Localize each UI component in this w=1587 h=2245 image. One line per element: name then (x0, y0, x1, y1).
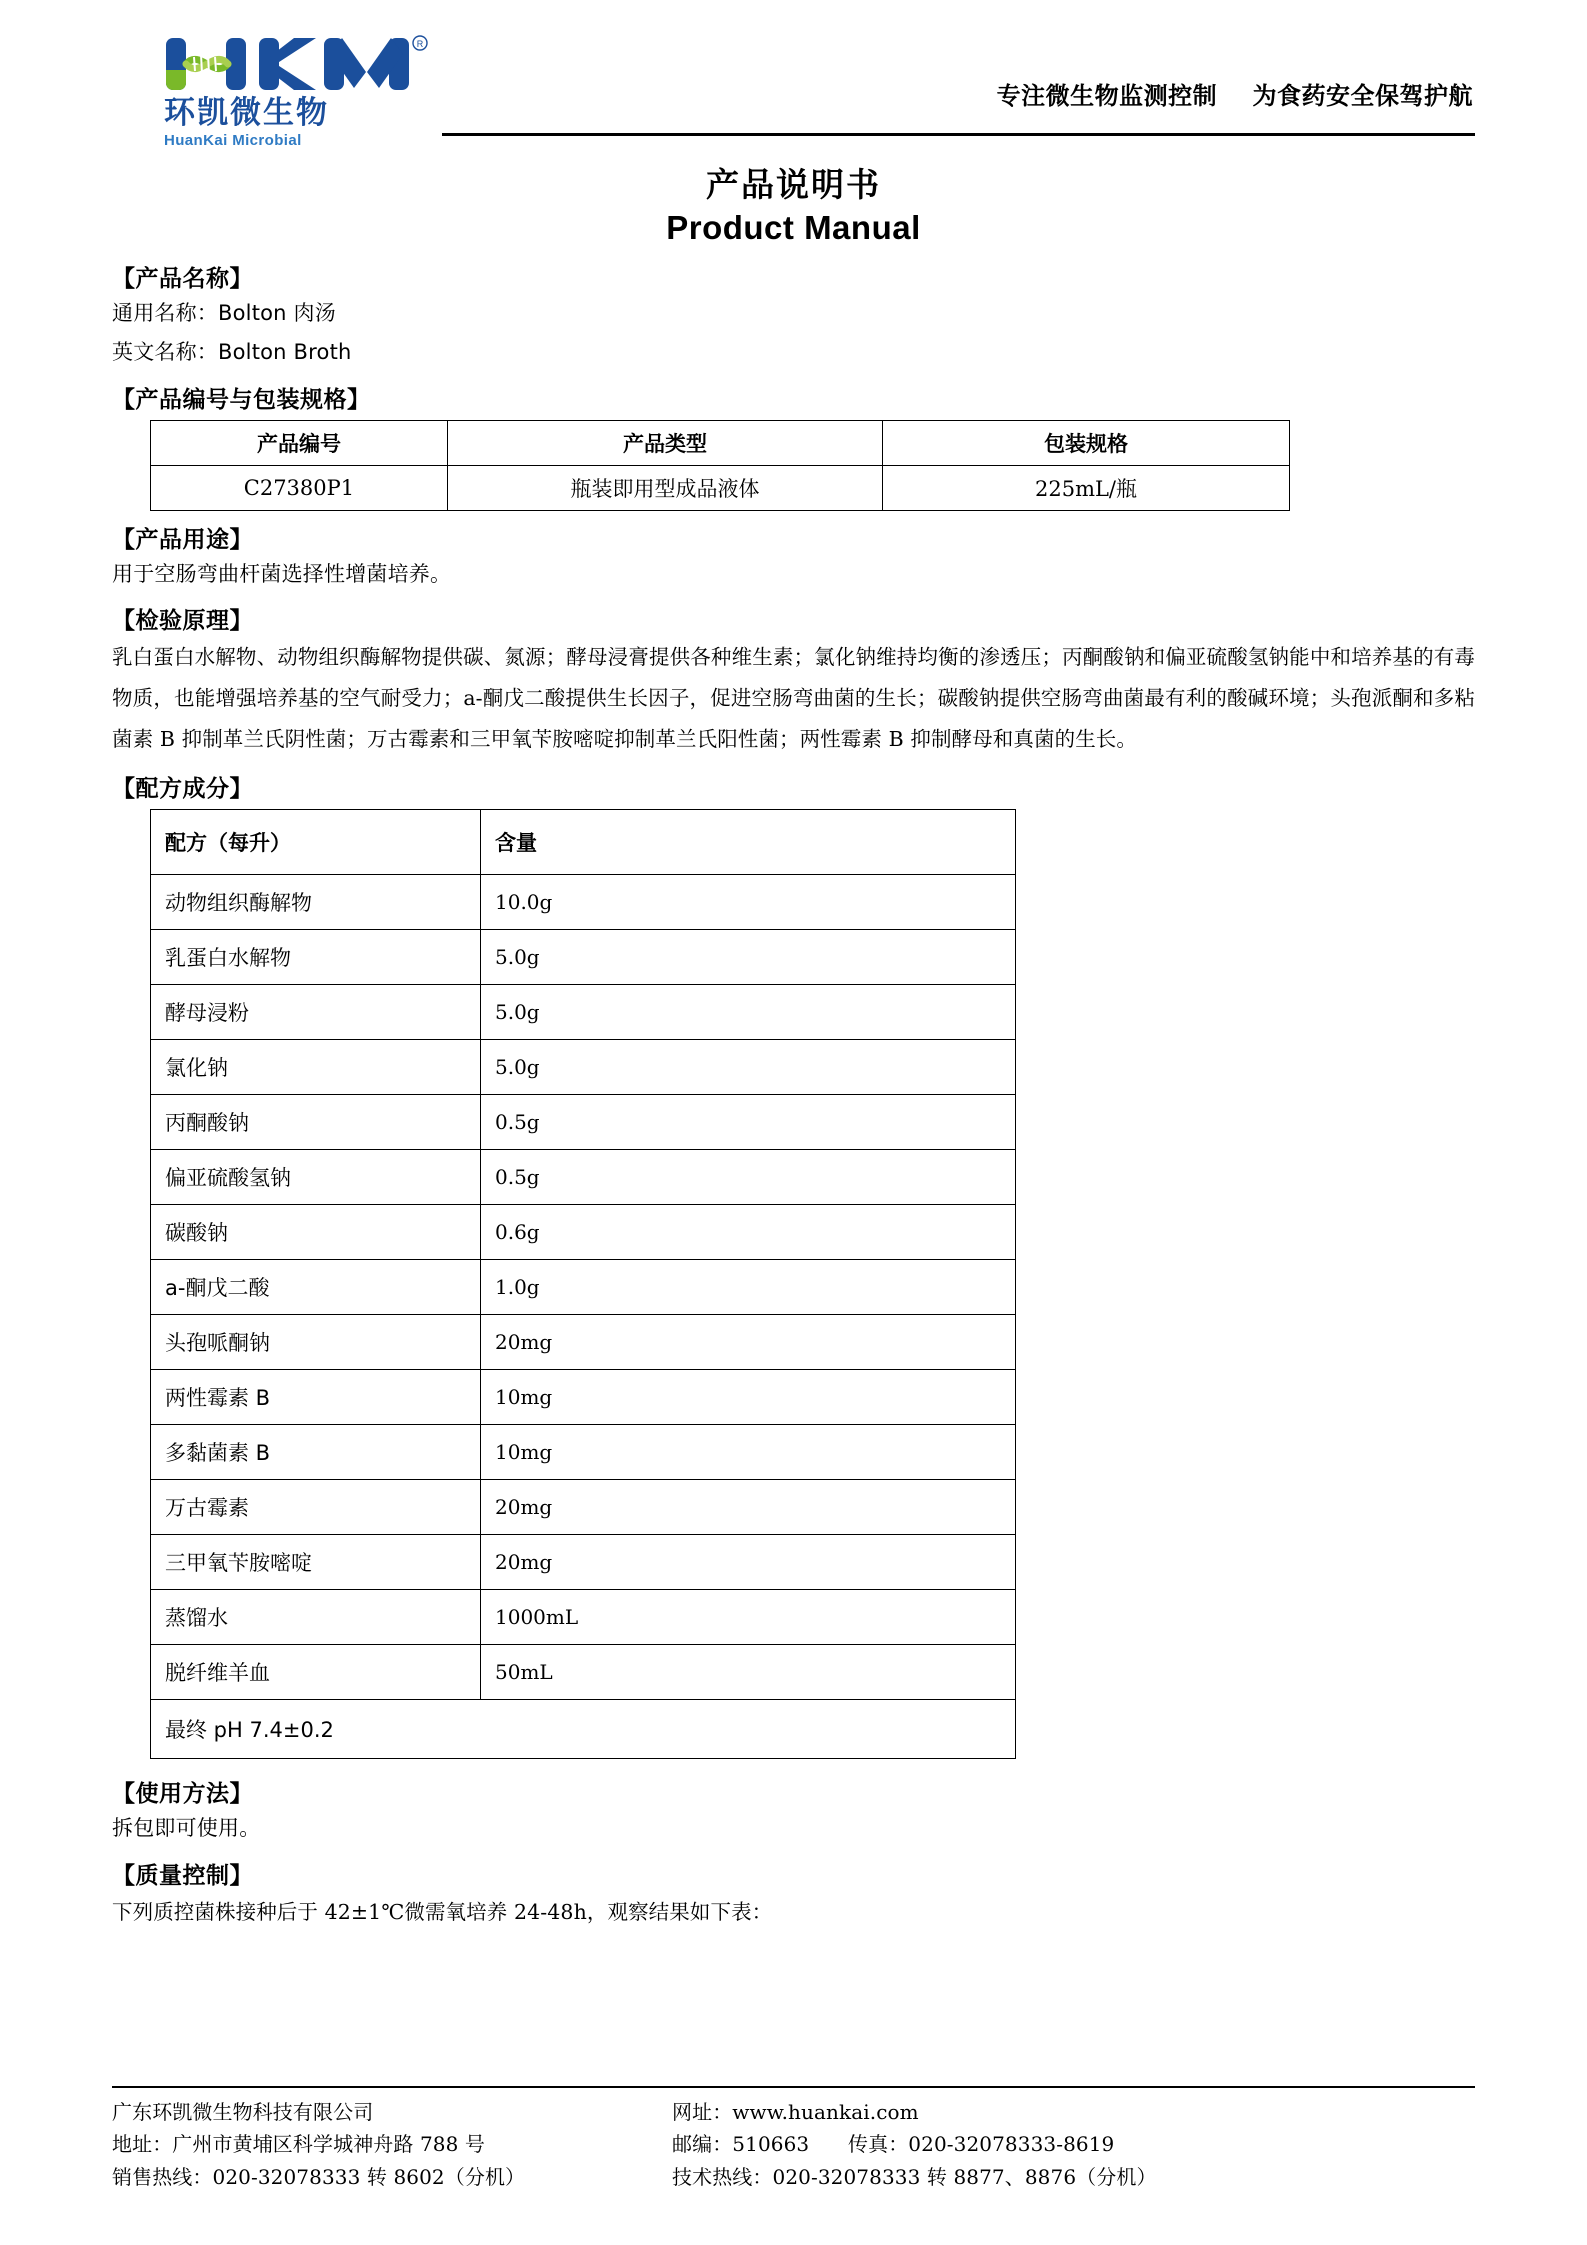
table-row (151, 1260, 1016, 1315)
formula-ph-row (151, 1700, 1016, 1759)
footer-right-column (672, 2096, 1475, 2193)
table-row (151, 930, 1016, 985)
section-heading-purpose: 【产品用途】 (112, 526, 253, 553)
formula-cell-name: 头孢哌酮钠 (151, 1315, 481, 1370)
spec-col-code: 产品编号 (151, 420, 448, 465)
formula-cell-amount: 5.0g (481, 930, 1016, 985)
formula-cell-amount: 10mg (481, 1425, 1016, 1480)
spec-cell-type: 瓶装即用型成品液体 (447, 465, 882, 510)
quality-control-text: 下列质控菌株接种后于 42±1℃微需氧培养 24-48h，观察结果如下表： (112, 1900, 773, 1925)
section-heading-method: 【使用方法】 (112, 1781, 253, 1808)
footer-divider (112, 2086, 1475, 2088)
page-header (112, 28, 1475, 149)
formula-cell-amount: 1.0g (481, 1260, 1016, 1315)
formula-table (150, 809, 1016, 1759)
formula-cell-name: 丙酮酸钠 (151, 1095, 481, 1150)
spec-cell-code: C27380P1 (151, 465, 448, 510)
footer-tech-hotline: 技术热线：020-32078333 转 8877、8876（分机） (672, 2164, 1157, 2189)
formula-table-body (151, 875, 1016, 1759)
formula-cell-amount: 20mg (481, 1480, 1016, 1535)
footer-company-name: 广东环凯微生物科技有限公司 (112, 2099, 374, 2124)
table-row (151, 1535, 1016, 1590)
formula-cell-amount: 0.5g (481, 1095, 1016, 1150)
svg-text:R: R (416, 39, 424, 49)
page-title-chinese: 产品说明书 (706, 165, 881, 204)
formula-cell-name: 酵母浸粉 (151, 985, 481, 1040)
formula-col-amount: 含量 (481, 810, 1016, 875)
table-row (151, 1040, 1016, 1095)
formula-cell-amount: 20mg (481, 1315, 1016, 1370)
formula-cell-name: a-酮戊二酸 (151, 1260, 481, 1315)
logo-chinese-name: 环凯微生物 (164, 95, 329, 131)
purpose-text: 用于空肠弯曲杆菌选择性增菌培养。 (112, 561, 452, 586)
page-title (112, 164, 1475, 250)
table-row (151, 1150, 1016, 1205)
table-row (151, 1315, 1016, 1370)
spec-table-header-row (151, 420, 1290, 465)
formula-cell-name: 偏亚硫酸氢钠 (151, 1150, 481, 1205)
formula-cell-amount: 5.0g (481, 1040, 1016, 1095)
table-row (151, 1645, 1016, 1700)
formula-cell-name: 万古霉素 (151, 1480, 481, 1535)
section-heading-spec: 【产品编号与包装规格】 (112, 386, 371, 413)
formula-cell-amount: 5.0g (481, 985, 1016, 1040)
formula-ph-value: 最终 pH 7.4±0.2 (151, 1700, 1016, 1759)
spec-col-type: 产品类型 (447, 420, 882, 465)
table-row (151, 465, 1290, 510)
formula-cell-name: 动物组织酶解物 (151, 875, 481, 930)
formula-table-header-row (151, 810, 1016, 875)
spec-col-package: 包装规格 (883, 420, 1290, 465)
table-row (151, 985, 1016, 1040)
formula-cell-name: 碳酸钠 (151, 1205, 481, 1260)
footer-postcode-fax: 邮编：510663 传真：020-32078333-8619 (672, 2132, 1115, 2157)
formula-cell-name: 脱纤维羊血 (151, 1645, 481, 1700)
principle-text: 乳白蛋白水解物、动物组织酶解物提供碳、氮源；酵母浸膏提供各种维生素；氯化钠维持均衡的渗透压；丙酮酸钠和偏亚硫酸氢钠能中和培养基的有毒物质，也能增强培养基的空气耐受力；a-酮戊二酸提供生长因子，促进空肠弯曲菌的生长；碳酸钠提供空肠弯曲菌最有利的酸碱环境；头孢派酮和多粘菌素 B 抑制革兰氏阴性菌；万古霉素和三甲氧苄胺嘧啶抑制革兰氏阳性菌；两性霉素 B 抑制酵母和真菌的生长。 (112, 645, 1475, 752)
header-tagline-area (429, 76, 1475, 111)
formula-cell-amount: 50mL (481, 1645, 1016, 1700)
formula-cell-name: 蒸馏水 (151, 1590, 481, 1645)
table-row (151, 875, 1016, 930)
company-tagline: 专注微生物监测控制 为食药安全保驾护航 (996, 82, 1473, 110)
table-row (151, 1370, 1016, 1425)
formula-cell-amount: 0.5g (481, 1150, 1016, 1205)
section-heading-formula: 【配方成分】 (112, 776, 253, 803)
product-english-name: 英文名称：Bolton Broth (112, 339, 352, 364)
method-text: 拆包即可使用。 (112, 1816, 261, 1841)
formula-col-name: 配方（每升） (151, 810, 481, 875)
formula-cell-name: 两性霉素 B (151, 1370, 481, 1425)
formula-cell-amount: 1000mL (481, 1590, 1016, 1645)
header-divider (442, 133, 1475, 136)
table-row (151, 1590, 1016, 1645)
hkm-logo-icon (164, 34, 429, 96)
formula-cell-amount: 0.6g (481, 1205, 1016, 1260)
table-row (151, 1425, 1016, 1480)
formula-cell-amount: 10.0g (481, 875, 1016, 930)
formula-cell-name: 多黏菌素 B (151, 1425, 481, 1480)
formula-cell-name: 乳蛋白水解物 (151, 930, 481, 985)
product-generic-name: 通用名称：Bolton 肉汤 (112, 301, 336, 326)
spec-cell-package: 225mL/瓶 (883, 465, 1290, 510)
page-footer (112, 2086, 1475, 2193)
formula-cell-amount: 20mg (481, 1535, 1016, 1590)
spec-table (150, 420, 1290, 511)
section-heading-product-name: 【产品名称】 (112, 266, 253, 293)
footer-sales-hotline: 销售热线：020-32078333 转 8602（分机） (112, 2164, 526, 2189)
section-heading-principle: 【检验原理】 (112, 608, 253, 635)
formula-cell-name: 三甲氧苄胺嘧啶 (151, 1535, 481, 1590)
table-row (151, 1095, 1016, 1150)
page-title-english: Product Manual (666, 209, 921, 247)
footer-left-column (112, 2096, 672, 2193)
footer-address: 地址：广州市黄埔区科学城神舟路 788 号 (112, 2132, 485, 2157)
company-logo (112, 28, 429, 149)
table-row (151, 1480, 1016, 1535)
formula-cell-name: 氯化钠 (151, 1040, 481, 1095)
logo-english-name: HuanKai Microbial (164, 131, 302, 149)
formula-cell-amount: 10mg (481, 1370, 1016, 1425)
footer-website: 网址：www.huankai.com (672, 2099, 919, 2124)
table-row (151, 1205, 1016, 1260)
section-heading-quality-control: 【质量控制】 (112, 1863, 253, 1890)
